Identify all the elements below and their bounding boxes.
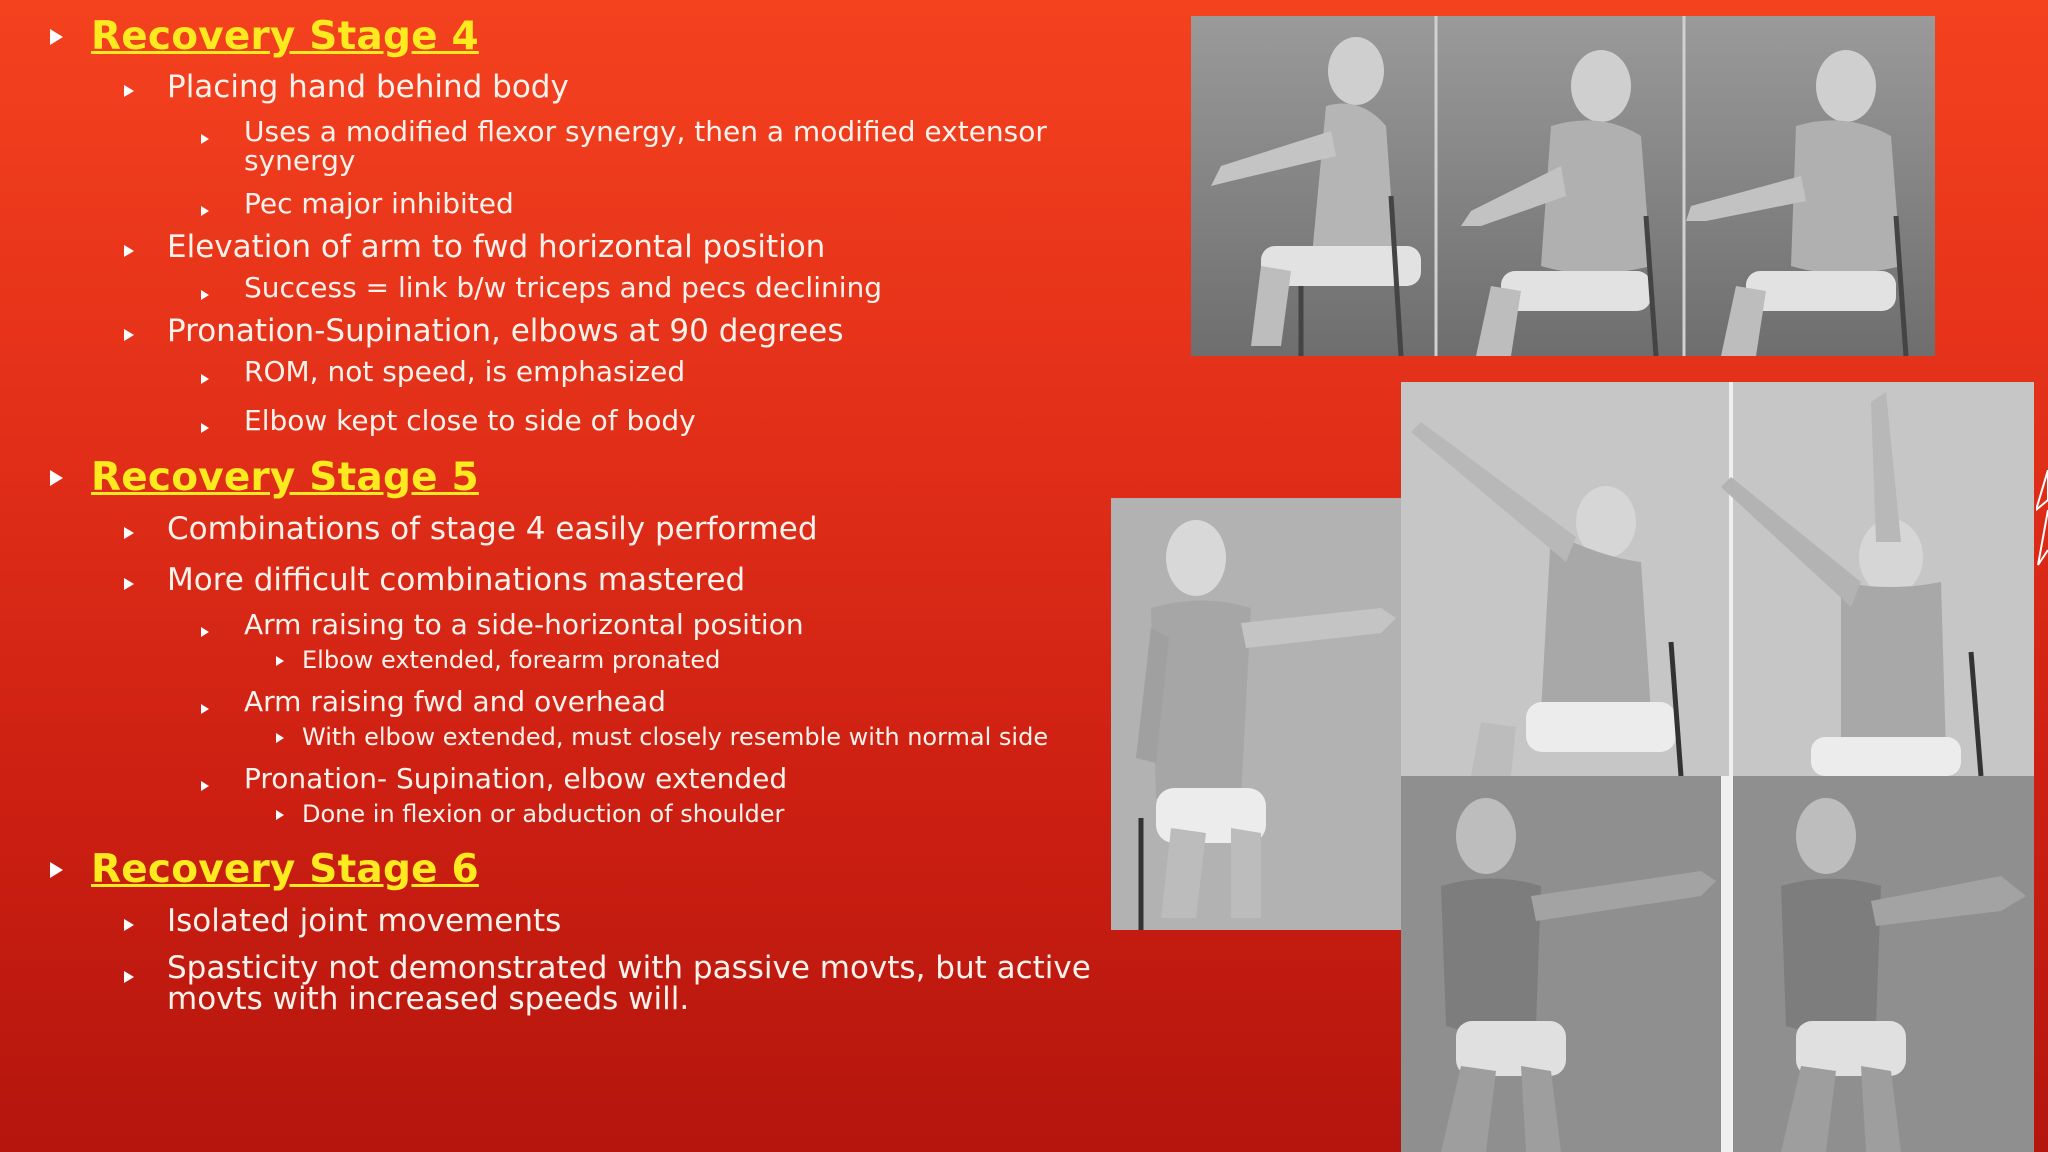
photo-illustration: [1191, 16, 1935, 356]
bullet-arrow-icon: [276, 656, 284, 666]
list-item-text: Pec major inhibited: [244, 187, 514, 220]
list-item-text: With elbow extended, must closely resemble with normal side: [302, 723, 1049, 751]
list-item: [48, 901, 1108, 941]
list-item: [48, 950, 1127, 1017]
list-item: [48, 67, 1108, 107]
list-item-text: Arm raising to a side-horizontal position: [244, 608, 804, 641]
section-heading: [48, 843, 1108, 903]
list-item: [48, 797, 1108, 831]
list-item-text: Placing hand behind body: [167, 69, 569, 105]
list-item-text: Elevation of arm to fwd horizontal position: [167, 229, 826, 265]
slide-content: [48, 10, 1108, 1015]
list-item-text: Elbow kept close to side of body: [244, 404, 696, 437]
list-item-text: Combinations of stage 4 easily performed: [167, 511, 818, 547]
bullet-arrow-icon: [50, 29, 63, 45]
photo-illustration: [1111, 498, 1401, 930]
bullet-arrow-icon: [124, 245, 134, 257]
bullet-arrow-icon: [124, 578, 134, 590]
bullet-arrow-icon: [124, 919, 134, 931]
decorative-lines: [2036, 470, 2048, 580]
bullet-arrow-icon: [201, 627, 209, 637]
section-heading: [48, 451, 1108, 511]
photo-stage4-arm-elevation-sequence: [1191, 16, 1935, 356]
list-item: [48, 273, 1108, 302]
photo-side-horizontal-raise: [1111, 498, 1401, 930]
heading-text: Recovery Stage 5: [91, 455, 479, 500]
list-item-text: Success = link b/w triceps and pecs declining: [244, 271, 883, 304]
heading-text: Recovery Stage 6: [91, 847, 479, 892]
list-item: [48, 610, 1108, 639]
list-item: [48, 117, 1114, 175]
list-item-text: Arm raising fwd and overhead: [244, 685, 666, 718]
list-item: [48, 189, 1108, 218]
bullet-arrow-icon: [276, 810, 284, 820]
list-item: [48, 687, 1108, 716]
list-item: [48, 764, 1108, 793]
photo-illustration: [1401, 382, 2034, 776]
list-item: [48, 406, 1108, 435]
photo-overhead-raise-sequence: [1401, 382, 2034, 776]
bullet-arrow-icon: [201, 290, 209, 300]
bullet-arrow-icon: [201, 206, 209, 216]
bullet-arrow-icon: [201, 374, 209, 384]
list-item: [48, 311, 1108, 351]
heading-text: Recovery Stage 4: [91, 14, 479, 59]
list-item-text: Pronation-Supination, elbows at 90 degrees: [167, 313, 844, 349]
list-item-text: ROM, not speed, is emphasized: [244, 355, 686, 388]
photo-illustration: [1401, 776, 2034, 1152]
bullet-arrow-icon: [276, 733, 284, 743]
list-item-text: Elbow extended, forearm pronated: [302, 646, 721, 674]
bullet-arrow-icon: [124, 329, 134, 341]
bullet-arrow-icon: [124, 527, 134, 539]
photo-front-arm-raise-pair: [1401, 776, 2034, 1152]
list-item: [48, 357, 1108, 386]
bullet-arrow-icon: [201, 134, 209, 144]
list-item-text: Isolated joint movements: [167, 903, 562, 939]
list-item-text: Done in flexion or abduction of shoulder: [302, 800, 785, 828]
bullet-arrow-icon: [50, 862, 63, 878]
list-item-text: More difficult combinations mastered: [167, 562, 746, 598]
list-item: [48, 227, 1108, 267]
list-item-text: Spasticity not demonstrated with passive movts, but active movts with increased speeds will.: [167, 950, 1091, 1017]
list-item: [48, 509, 1108, 549]
list-item: [48, 560, 1108, 600]
bullet-arrow-icon: [201, 781, 209, 791]
list-item: [48, 643, 1108, 677]
list-item-text: Pronation- Supination, elbow extended: [244, 762, 788, 795]
bullet-arrow-icon: [50, 470, 63, 486]
list-item: [48, 720, 1108, 754]
bullet-arrow-icon: [124, 971, 134, 983]
bullet-arrow-icon: [124, 85, 134, 97]
bullet-arrow-icon: [201, 423, 209, 433]
section-heading: [48, 10, 1108, 70]
list-item-text: Uses a modified flexor synergy, then a modified extensor synergy: [244, 115, 1047, 177]
bullet-arrow-icon: [201, 704, 209, 714]
